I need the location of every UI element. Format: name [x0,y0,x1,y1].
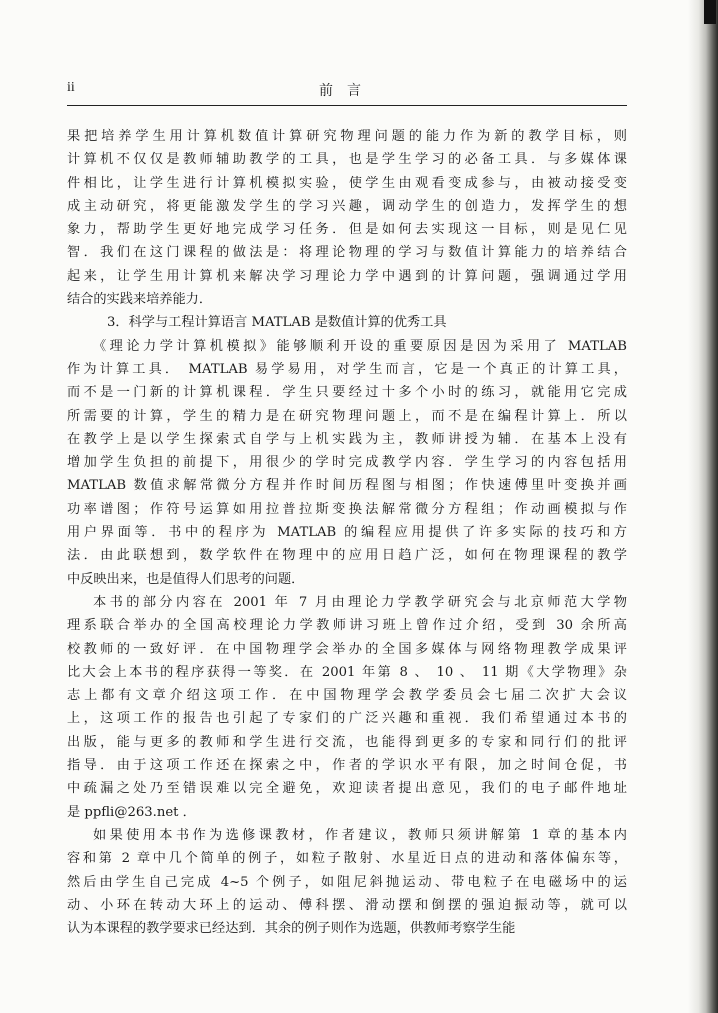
text-line: 增加学生负担的前提下，用很少的学时完成教学内容．学生学习的内容包括用 [67,455,627,471]
page-header [67,80,627,104]
paragraph [67,591,627,824]
page-number: ii [67,80,75,95]
text-line: 果把培养学生用计算机数值计算研究物理问题的能力作为新的教学目标，则 [67,129,627,144]
paragraph [67,125,627,311]
text-line: 指导．由于这项工作还在探索之中，作者的学识水平有限，加之时间仓促，书 [67,758,627,774]
text-line: 3．科学与工程计算语言 MATLAB 是数值计算的优秀工具 [107,315,447,331]
running-title: 前言 [319,83,375,99]
text-line: 校教师的一致好评．在中国物理学会举办的全国多媒体与网络物理教学成果评 [67,641,627,657]
text-line: 容和第 2 章中几个简单的例子，如粒子散射、水星近日点的进动和落体偏东等， [67,851,627,867]
text-line: 象力，帮助学生更好地完成学习任务．但是如何去实现这一目标，则是见仁见 [67,222,627,238]
text-line: 本书的部分内容在 2001 年 7 月由理论力学教学研究会与北京师范大学物 [93,594,627,610]
text-line: 法．由此联想到，数学软件在物理中的应用日趋广泛，如何在物理课程的教学 [67,548,627,564]
text-line: 如果使用本书作为选修课教材，作者建议，教师只须讲解第 1 章的基本内 [93,827,627,843]
scan-binding-edge [688,0,718,1013]
text-line: 中疏漏之处乃至错误难以完全避免，欢迎读者提出意见，我们的电子邮件地址 [67,781,627,797]
text-line: 功率谱图；作符号运算如用拉普拉斯变换法解常微分方程组；作动画模拟与作 [67,501,627,517]
text-line: 用户界面等．书中的程序为 MATLAB 的编程应用提供了许多实际的技巧和方 [67,525,627,541]
text-line: 动、小环在转动大环上的运动、傅科摆、滑动摆和倒摆的强迫振动等，就可以 [67,897,627,913]
text-line: 中反映出来，也是值得人们思考的问题． [67,571,305,587]
text-line: 在教学上是以学生探索式自学与上机实践为主，教师讲授为辅．在基本上没有 [67,431,627,447]
text-line: 《理论力学计算机模拟》能够顺利开设的重要原因是因为采用了 MATLAB [93,338,627,354]
text-line: 是 ppfli@263.net ． [67,804,196,820]
text-line: 认为本课程的教学要求已经达到．其余的例子则作为选题，供教师考察学生能 [67,921,516,937]
text-line: 起来，让学生用计算机来解决学习理论力学中遇到的计算问题，强调通过学用 [67,268,627,284]
text-line: 志上都有文章介绍这项工作．在中国物理学会教学委员会七届二次扩大会议 [67,688,627,704]
text-line: 然后由学生自己完成 4~5 个例子，如阻尼斜抛运动、带电粒子在电磁场中的运 [67,874,627,890]
text-line: 件相比，让学生进行计算机模拟实验，使学生由观看变成参与，由被动接受变 [67,175,627,191]
paragraph [67,335,627,591]
text-line: MATLAB 数值求解常微分方程并作时间历程图与相图；作快速傅里叶变换并画 [67,478,627,494]
body-text [67,125,627,940]
paragraph [67,824,627,940]
text-line: 理系联合举办的全国高校理论力学教师讲习班上曾作过介绍，受到 30 余所高 [67,618,627,634]
scan-binding-mark [704,0,716,24]
text-line: 结合的实践来培养能力． [67,292,213,308]
text-line: 智．我们在这门课程的做法是：将理论物理的学习与数值计算能力的培养结合 [67,245,627,261]
paragraph [67,311,627,334]
text-line: 比大会上本书的程序获得一等奖．在 2001 年第 8 、 10 、 11 期《大学物理》杂 [67,664,627,680]
text-line: 而不是一门新的计算机课程．学生只要经过十多个小时的练习，就能用它完成 [67,385,627,401]
text-line: 作为计算工具． MATLAB 易学易用，对学生而言，它是一个真正的计算工具， [67,361,627,377]
header-rule [67,105,627,106]
text-line: 出版，能与更多的教师和学生进行交流，也能得到更多的专家和同行们的批评 [67,734,627,750]
text-line: 所需要的计算，学生的精力是在研究物理问题上，而不是在编程计算上．所以 [67,408,627,424]
text-line: 成主动研究，将更能激发学生的学习兴趣，调动学生的创造力，发挥学生的想 [67,198,627,214]
text-line: 计算机不仅仅是教师辅助教学的工具，也是学生学习的必备工具．与多媒体课 [67,152,627,168]
text-line: 上，这项工作的报告也引起了专家们的广泛兴趣和重视．我们希望通过本书的 [67,711,627,727]
